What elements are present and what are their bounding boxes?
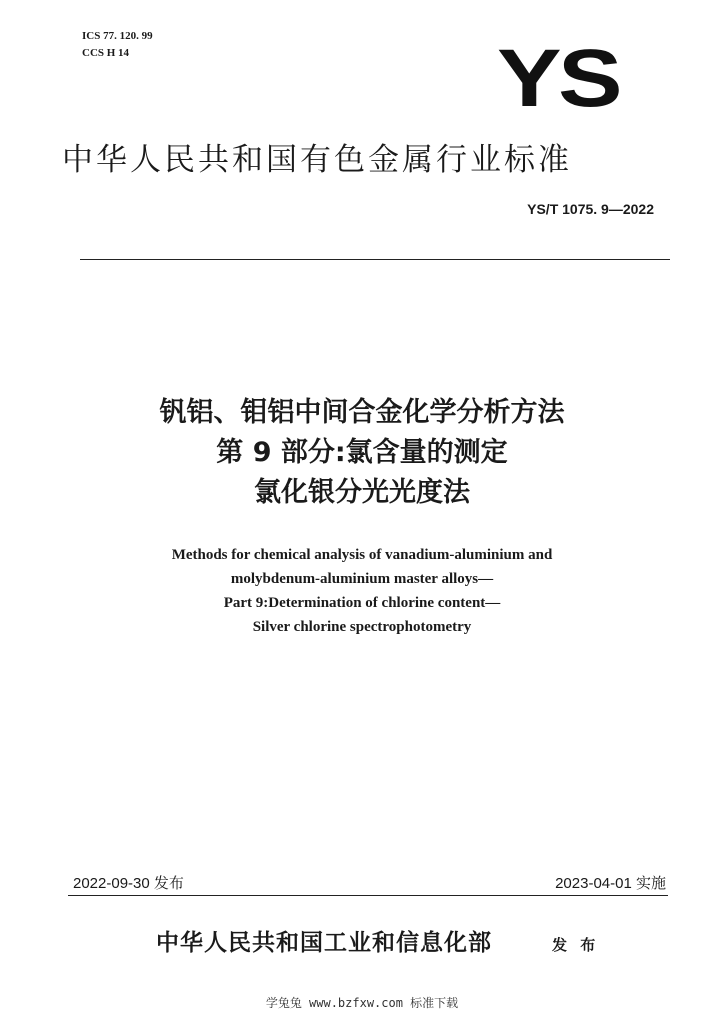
- english-title-line: Part 9:Determination of chlorine content—: [223, 595, 501, 611]
- ys-logo: YS: [497, 33, 620, 124]
- chinese-title-line: 氯化银分光光度法: [254, 477, 470, 508]
- chinese-title: [0, 393, 724, 513]
- english-title-line: molybdenum-aluminium master alloys—: [230, 571, 494, 587]
- standard-number: YS/T 1075. 9—2022: [527, 201, 654, 217]
- english-title: [0, 543, 724, 639]
- english-title-line: Methods for chemical analysis of vanadium-aluminium and: [171, 547, 553, 563]
- ics-code: ICS 77. 120. 99: [82, 30, 153, 42]
- footer-divider: [68, 895, 668, 896]
- issue-label: 发 布: [552, 936, 600, 954]
- english-title-line: Silver chlorine spectrophotometry: [252, 619, 472, 635]
- chinese-title-line: 钒铝、钼铝中间合金化学分析方法: [159, 397, 565, 428]
- ccs-code: CCS H 14: [82, 47, 130, 59]
- site-watermark: 学兔兔 www.bzfxw.com 标准下载: [265, 996, 459, 1010]
- classification-codes: [82, 28, 153, 62]
- issue-date: 2022-09-30 发布: [73, 875, 184, 892]
- org-title: 中华人民共和国有色金属行业标准: [62, 142, 572, 178]
- implementation-date: 2023-04-01 实施: [555, 875, 666, 892]
- chinese-title-line: 第 9 部分:氯含量的测定: [216, 437, 508, 468]
- header-divider: [80, 259, 670, 260]
- issuing-authority: 中华人民共和国工业和信息化部: [156, 929, 492, 956]
